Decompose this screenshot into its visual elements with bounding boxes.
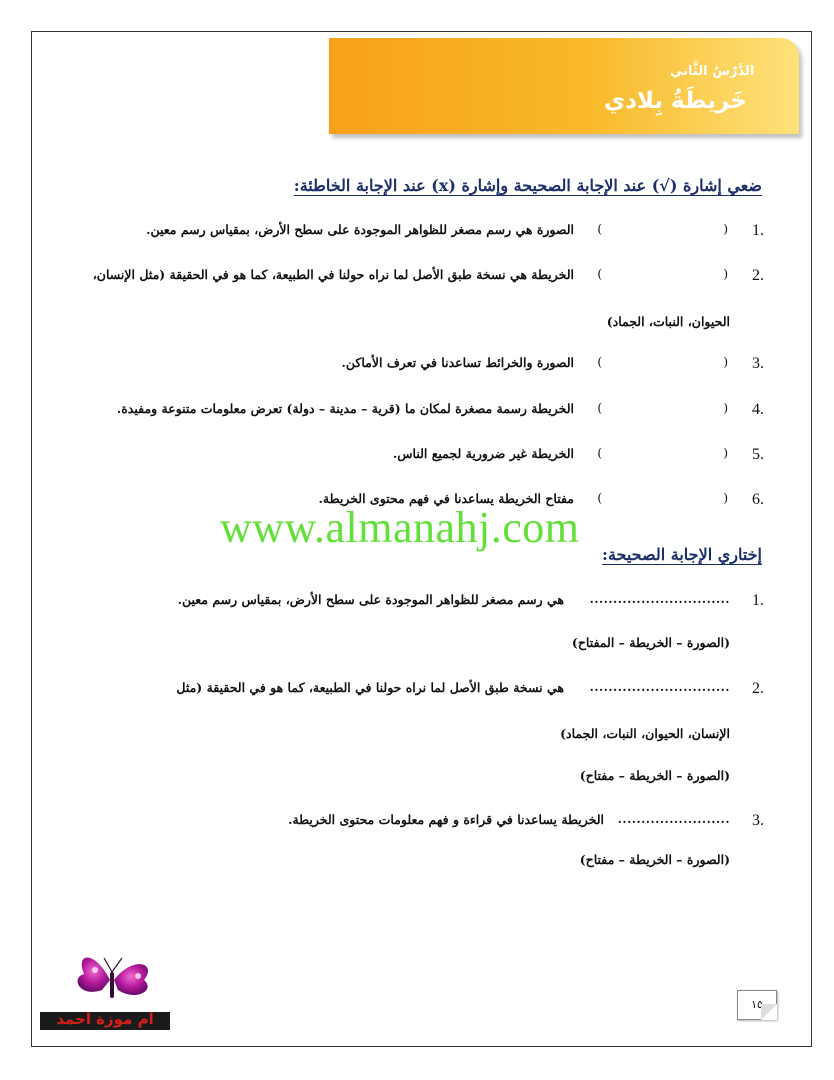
question-text: الخريطة هي نسخة طبق الأصل لما نراه حولنا في الطبيعة، كما هو في الحقيقة (مثل الإنسان،: [92, 267, 574, 282]
answer-blank[interactable]: ( ): [597, 355, 728, 369]
answer-blank[interactable]: ..............................: [589, 592, 730, 606]
question-text: مفتاح الخريطة يساعدنا في فهم محتوى الخريطة.: [318, 491, 574, 506]
question-text-cont: الإنسان، الحيوان، النبات، الجماد): [560, 726, 730, 741]
butterfly-logo: [40, 950, 170, 1034]
question-number: 6.: [752, 491, 764, 508]
section1-title: ضعي إشارة (√) عند الإجابة الصحيحة وإشارة (x) عند الإجابة الخاطئة:: [293, 176, 762, 195]
answer-blank[interactable]: ( ): [597, 401, 728, 415]
lesson-banner: [329, 38, 799, 134]
lesson-title: خَريطَةُ بِلادي: [604, 88, 747, 114]
answer-blank[interactable]: ..............................: [589, 680, 730, 694]
question-text: الخريطة رسمة مصغرة لمكان ما (قرية – مدينة – دولة) تعرض معلومات متنوعة ومفيدة.: [116, 401, 574, 416]
answer-options: (الصورة – الخريطة – المفتاح): [571, 635, 730, 650]
question-number: 2.: [752, 680, 764, 697]
answer-blank[interactable]: ........................: [617, 812, 730, 826]
question-text: الخريطة غير ضرورية لجميع الناس.: [392, 446, 574, 461]
question-text: الصورة والخرائط تساعدنا في تعرف الأماكن.: [341, 355, 574, 370]
question-text-cont: الحيوان، النبات، الجماد): [606, 314, 730, 329]
question-text: الصورة هي رسم مصغر للظواهر الموجودة على سطح الأرض، بمقياس رسم معين.: [146, 222, 574, 237]
question-number: 3.: [752, 355, 764, 372]
section2-title: إختاري الإجابة الصحيحة:: [602, 545, 762, 564]
answer-blank[interactable]: ( ): [597, 222, 728, 236]
answer-blank[interactable]: ( ): [597, 446, 728, 460]
answer-blank[interactable]: ( ): [597, 491, 728, 505]
watermark: www.almanahj.com: [220, 503, 580, 552]
question-number: 1.: [752, 592, 764, 609]
lesson-number: الدَّرْسُ الثَّاني: [670, 64, 755, 79]
answer-options: (الصورة – الخريطة – مفتاح): [579, 852, 730, 867]
question-text: الخريطة يساعدنا في قراءة و فهم معلومات محتوى الخريطة.: [288, 812, 604, 827]
question-text: هي نسخة طبق الأصل لما نراه حولنا في الطبيعة، كما هو في الحقيقة (مثل: [176, 680, 564, 695]
question-number: 3.: [752, 812, 764, 829]
answer-options: (الصورة – الخريطة – مفتاح): [579, 768, 730, 783]
logo-text: ام موزة احمد: [56, 1010, 154, 1028]
page-number: ١٥: [737, 990, 777, 1020]
question-number: 5.: [752, 446, 764, 463]
question-number: 4.: [752, 401, 764, 418]
answer-blank[interactable]: ( ): [597, 267, 728, 281]
question-number: 2.: [752, 267, 764, 284]
question-number: 1.: [752, 222, 764, 239]
question-text: هي رسم مصغر للظواهر الموجودة على سطح الأرض، بمقياس رسم معين.: [177, 592, 564, 607]
